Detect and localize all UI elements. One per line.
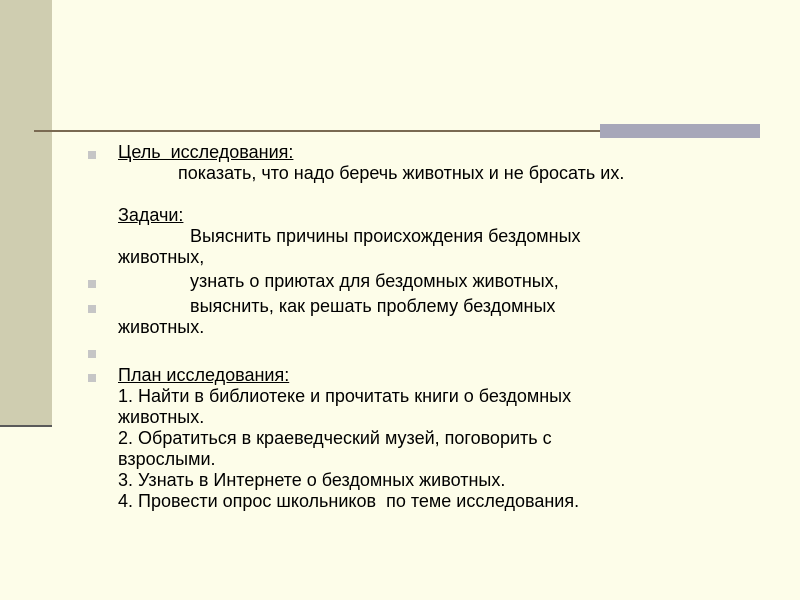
plan-line-2: 2. Обратиться в краеведческий музей, поговорить с [118,428,552,448]
plan-line-1-cont: животных. [118,407,205,427]
task-3: выяснить, как решать проблему бездомных [190,296,556,316]
bullet-icon [88,305,96,313]
left-decor-line [0,425,52,427]
plan-line-2-cont: взрослыми. [118,449,216,469]
task-3-cont: животных. [118,317,205,337]
list-item-empty [84,341,774,362]
goal-heading: Цель исследования: [118,142,294,162]
list-item-task-2 [84,271,774,292]
list-item-task-3 [84,296,774,338]
goal-text: показать, что надо беречь животных и не бросать их. [178,163,625,183]
bullet-icon [88,151,96,159]
task-1: Выяснить причины происхождения бездомных [190,226,581,246]
plan-line-1: 1. Найти в библиотеке и прочитать книги о бездомных [118,386,572,406]
left-decor-band [0,0,52,425]
slide-body [84,142,774,512]
accent-bar [600,124,760,138]
tasks-heading: Задачи: [118,205,184,225]
bullet-icon [88,280,96,288]
plan-line-3: 3. Узнать в Интернете о бездомных животных. [118,470,506,490]
list-item-plan [84,365,774,512]
task-1-cont: животных, [118,247,205,267]
task-2: узнать о приютах для бездомных животных, [190,271,559,291]
plan-line-4: 4. Провести опрос школьников по теме исследования. [118,491,580,511]
plan-heading: План исследования: [118,365,290,385]
list-item-goal [84,142,774,268]
bullet-icon [88,374,96,382]
bullet-icon [88,350,96,358]
